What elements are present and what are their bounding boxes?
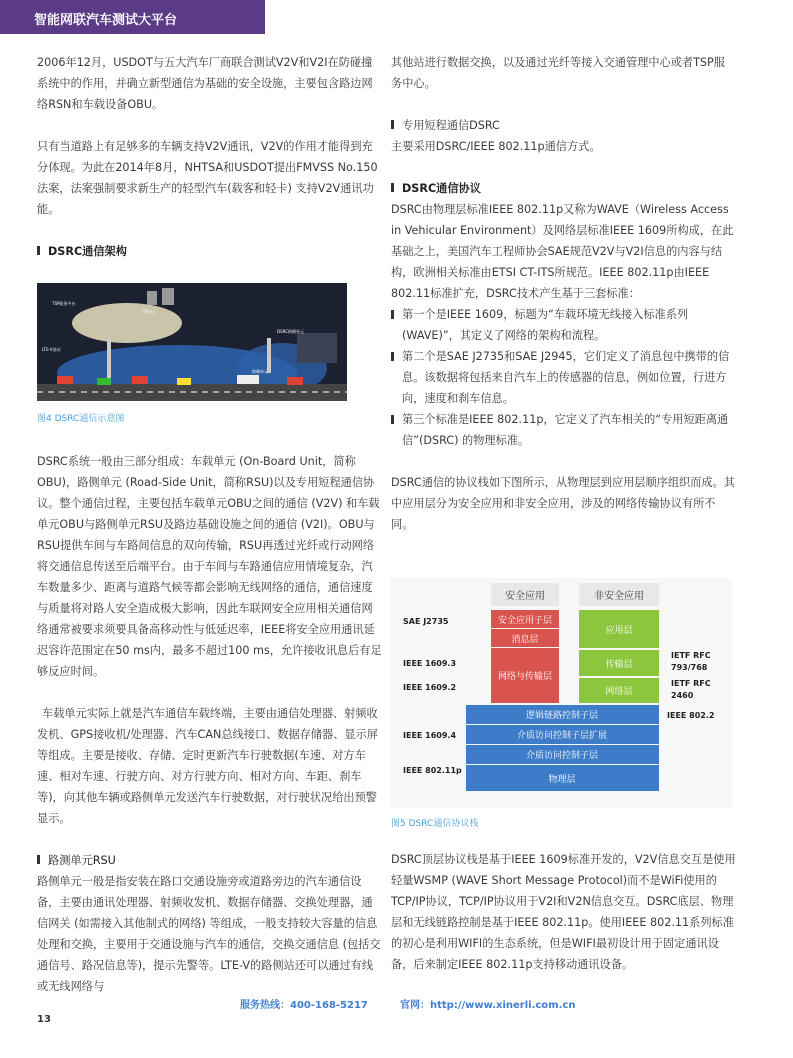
network-layer: 网络层 [605,687,633,697]
paragraph: DSRC系统一般由三部分组成：车载单元 (On-Board Unit，简称OBU)，路侧单元 (Road-Side Unit，简称RSU)以及专用短程通信协议。整个通信过程，主要包括车载单元OBU之间的通信 (V2V) 和车载单元OBU与路侧单元RSU及路边基础设施之间的通信 (V2I)。OBU与RSU提供车间与车路间信息的双向传输，RSU再透过光纤或行动网络将交通信息传送至后端平台。由于车间与车路通信应用情境复杂，汽车数量多少、距离与道路气候等都会影响无线网络的通信，通信速度与质量将对路人安全造成极大影响，因此车联网安全应用相关通信网络通常被要求须要具备高移动性与低延迟率，IEEE将安全应用通讯延迟容许范围定在50 ms内，最多不超过100 ms，允许接收讯息后有足够反应时间。 [37,455,382,678]
safe-app-layer: 安全应用子层 [497,616,553,626]
label-rfc1: IETF RFC [671,651,711,660]
bullet-bar [391,310,394,319]
transport-layer: 传输层 [605,660,633,670]
label-tsp: TSP服务平台 [52,301,76,306]
label-its: ITS中心 [142,309,157,314]
app-layer: 应用层 [605,626,633,636]
list-item: 第二个是SAE J2735和SAE J2945，它们定义了消息包中携带的信息。该数据将包括来自汽车上的传感器的信息，例如位置，行进方向，速度和刹车信息。 [391,346,736,409]
bullet-bar [37,855,40,864]
paragraph: 其他站进行数据交换，以及通过光纤等接入交通管理中心或者TSP服务中心。 [391,56,725,90]
bullet-bar [391,183,394,192]
safe-title: 安全应用 [505,591,545,602]
list-item: 第一个是IEEE 1609，标题为“车载环境无线接入标准系列 (WAVE)”，其定义了网络的架构和流程。 [391,304,736,346]
label-rfc2b: 2460 [671,691,694,700]
header-banner [0,0,265,34]
paragraph: 只有当道路上有足够多的车辆支持V2V通讯，V2V的作用才能得到充分体现。为此在2014年8月，NHTSA和USDOT提出FMVSS No.150法案，法案强制要求新生产的轻型汽车(载客和轻卡) 支持V2V通讯功能。 [37,140,378,216]
label-rfc1b: 793/768 [671,663,708,672]
left-column-lower [37,451,382,997]
dsrc-architecture-figure [37,283,347,401]
paragraph: 2006年12月，USDOT与五大汽车厂商联合测试V2V和V2I在防碰撞系统中的作用，并确立新型通信为基础的安全设施，主要包含路边网络RSN和车载设备OBU。 [37,56,373,111]
bullet-bar [37,246,40,255]
llc-layer: 逻辑链路控制子层 [525,711,599,721]
paragraph: 车载单元实际上就是汽车通信车载终端，主要由通信处理器、射频收发机、GPS接收机/处理器、汽车CAN总线接口、数据存储器、显示屏等组成。主要是接收、存储、定时更新汽车行驶数据(车速、对方车速、相对车速、行驶方向、对方行驶方向、相对方向、车距、刹车等)，向其他车辆或路侧单元发送汽车行驶数据，对行驶状况给出预警显示。 [37,707,378,825]
bullet-bar [391,352,394,361]
page-number: 13 [37,1014,51,1025]
net-trans-layer: 网络与传输层 [497,672,553,682]
nonsafe-title: 非安全应用 [594,591,644,602]
phy-layer: 物理层 [548,775,576,785]
paragraph: 路侧单元一般是指安装在路口交通设施旁或道路旁边的汽车通信设备，主要由通讯处理器、射频收发机、数据存储器、交换处理器，通信网关 (如需接入其他制式的网络) 等组成，一般支持较大容量的信息处理和交换，主要用于交通设施与汽车的通信，交换交通信息 (包括交通信号、路况信息等)，提示先警等。LTE-V的路侧站还可以通过有线或无线网络与 [37,875,381,993]
header-title: 智能网联汽车测试大平台 [34,13,178,28]
message-layer: 消息层 [511,635,539,645]
label-rsu: 路侧单元 [252,369,268,374]
figure-caption: 图5 DSRC通信协议栈 [391,819,479,829]
paragraph: 主要采用DSRC/IEEE 802.11p通信方式。 [391,140,601,153]
label-lte: LTE-V基站 [42,347,61,352]
paragraph: DSRC顶层协议栈是基于IEEE 1609标准开发的，V2V信息交互是使用轻量WSMP (WAVE Short Message Protocol)而不是WiFi使用的TCP/IP协议，TCP/IP协议用于V2I和V2N信息交互。DSRC底层、物理层和无线链路控制是基于IEEE 802.11p。使用IEEE 802.11系列标准的初心是利用WIFI的生态系统，但是WIFI最初设计用于固定通讯设备，后来制定IEEE 802.11p支持移动通讯设备。 [391,853,736,971]
label-sae: SAE J2735 [403,617,449,626]
list-item: 第三个标准是IEEE 802.11p，它定义了汽车相关的“专用短距离通信”(DSRC) 的物理标准。 [391,409,736,451]
paragraph: DSRC由物理层标准IEEE 802.11p又称为WAVE（Wireless Access in Vehicular Environment）及网络层标准IEEE 1609所构成，在此基础之上，美国汽车工程师协会SAE规范V2V与V2I信息的内容与结构，欧洲相关标准由ETSI CT-ITS所规范。IEEE 802.11p由IEEE 802.11标准扩充，DSRC技术产生基于三套标准： [391,203,734,300]
section-heading: DSRC通信架构 [37,241,382,262]
bullet-bar [391,415,394,424]
bullet-bar [391,120,394,129]
label-rfc2: IETF RFC [671,679,711,688]
label-8022: IEEE 802.2 [667,711,715,720]
footer-hotline: 服务热线：400-168-5217 [240,1000,368,1011]
label-1609-4: IEEE 1609.4 [403,731,457,740]
section-heading: 路测单元RSU [37,850,382,871]
dsrc-diagram [37,283,347,401]
section-heading: DSRC通信协议 [391,178,736,199]
label-80211p: IEEE 802.11p [403,766,462,775]
label-dsrc: DSRC路侧单元 [277,329,304,334]
section-heading: 专用短程通信DSRC [391,115,736,136]
footer-website[interactable]: 官网：http://www.xinerli.com.cn [400,1000,576,1011]
mac-ext-layer: 介质访问控制子层扩展 [516,731,608,741]
figure-caption: 图4 DSRC通信示意图 [37,414,125,424]
left-column [37,52,382,262]
right-column-lower [391,849,736,975]
protocol-stack-diagram [391,578,732,808]
label-1609-2: IEEE 1609.2 [403,683,457,692]
right-column [391,52,736,535]
dsrc-protocol-stack-figure [391,578,732,808]
paragraph: DSRC通信的协议栈如下图所示，从物理层到应用层顺序组织而成。其中应用层分为安全应用和非安全应用，涉及的网络传输协议有所不同。 [391,476,735,531]
mac-layer: 介质访问控制子层 [525,751,599,761]
label-1609-3: IEEE 1609.3 [403,659,457,668]
